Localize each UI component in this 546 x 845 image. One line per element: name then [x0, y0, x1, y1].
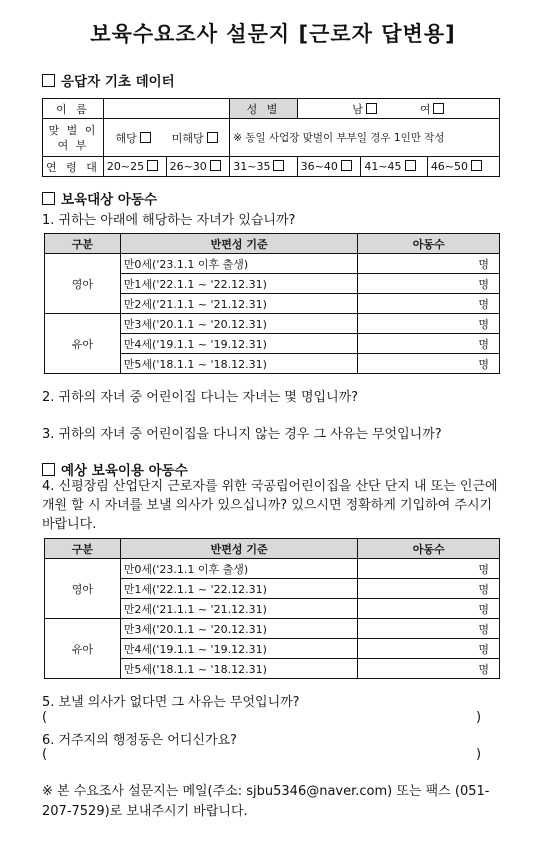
- answer-6-field[interactable]: [56, 745, 470, 763]
- answer-5-field[interactable]: [56, 708, 470, 726]
- no-checkbox[interactable]: [207, 132, 218, 143]
- count-field[interactable]: 명: [358, 619, 500, 639]
- age-criteria: 만5세('18.1.1 ~ '18.12.31): [120, 354, 358, 374]
- section-heading-basic: [42, 70, 175, 90]
- count-field[interactable]: 명: [358, 274, 500, 294]
- age-option[interactable]: 46~50: [427, 157, 499, 177]
- male-label: 남: [352, 102, 363, 116]
- count-field[interactable]: 명: [358, 559, 500, 579]
- header-criteria: 반편성 기준: [120, 234, 358, 254]
- female-checkbox[interactable]: [433, 103, 444, 114]
- no-label: 미해당: [171, 131, 204, 145]
- footer-note: ※ 본 수요조사 설문지는 메일(주소: sjbu5346@naver.com) 또는 팩스 (051-207-7529)로 보내주시기 바랍니다.: [42, 784, 490, 819]
- count-field[interactable]: 명: [358, 659, 500, 679]
- count-field[interactable]: 명: [358, 354, 500, 374]
- age-criteria: 만5세('18.1.1 ~ '18.12.31): [120, 659, 358, 679]
- answer-5-open: (: [42, 710, 48, 725]
- header-count: 아동수: [358, 539, 500, 559]
- section-heading-text: 보육대상 아동수: [61, 192, 157, 208]
- children-table-2: [44, 538, 500, 679]
- age-checkbox: [210, 160, 221, 171]
- yes-label: 해당: [115, 131, 137, 145]
- male-checkbox[interactable]: [366, 103, 377, 114]
- dual-income-label: 맞 벌 이 여 부: [43, 119, 104, 157]
- question-3: 3. 귀하의 자녀 중 어린이집을 다니지 않는 경우 그 사유는 무엇입니까?: [42, 427, 442, 442]
- age-checkbox: [471, 160, 482, 171]
- age-criteria: 만2세('21.1.1 ~ '21.12.31): [120, 294, 358, 314]
- age-criteria: 만3세('20.1.1 ~ '20.12.31): [120, 314, 358, 334]
- age-criteria: 만0세('23.1.1 이후 출생): [120, 559, 358, 579]
- count-field[interactable]: 명: [358, 599, 500, 619]
- yes-checkbox[interactable]: [140, 132, 151, 143]
- age-checkbox: [147, 160, 158, 171]
- square-bullet-icon: [42, 74, 55, 87]
- age-criteria: 만2세('21.1.1 ~ '21.12.31): [120, 599, 358, 619]
- age-option[interactable]: 41~45: [361, 157, 427, 177]
- gender-options: [297, 99, 499, 119]
- header-criteria: 반편성 기준: [120, 539, 358, 559]
- section-heading-text: 응답자 기초 데이터: [61, 74, 175, 90]
- age-option[interactable]: 31~35: [230, 157, 297, 177]
- section-heading-expected: [42, 459, 188, 479]
- question-1: 1. 귀하는 아래에 해당하는 자녀가 있습니까?: [42, 213, 296, 228]
- header-count: 아동수: [358, 234, 500, 254]
- name-field[interactable]: [103, 99, 229, 119]
- answer-6-close: ): [476, 747, 482, 762]
- children-table-1: [44, 233, 500, 374]
- section-heading-children: [42, 188, 157, 208]
- group-infant: 영아: [45, 559, 121, 619]
- group-toddler: 유아: [45, 314, 121, 374]
- count-field[interactable]: 명: [358, 579, 500, 599]
- count-field[interactable]: 명: [358, 294, 500, 314]
- age-checkbox: [405, 160, 416, 171]
- square-bullet-icon: [42, 192, 55, 205]
- age-criteria: 만1세('22.1.1 ~ '22.12.31): [120, 579, 358, 599]
- age-label: 연 령 대: [43, 157, 104, 177]
- age-criteria: 만4세('19.1.1 ~ '19.12.31): [120, 639, 358, 659]
- gender-label: 성 별: [230, 99, 297, 119]
- age-option[interactable]: 26~30: [166, 157, 230, 177]
- age-criteria: 만1세('22.1.1 ~ '22.12.31): [120, 274, 358, 294]
- female-label: 여: [419, 102, 431, 116]
- group-toddler: 유아: [45, 619, 121, 679]
- age-criteria: 만4세('19.1.1 ~ '19.12.31): [120, 334, 358, 354]
- dual-income-options: [103, 119, 229, 157]
- name-label: 이 름: [43, 99, 104, 119]
- count-field[interactable]: 명: [358, 334, 500, 354]
- header-category: 구분: [45, 539, 121, 559]
- age-criteria: 만0세('23.1.1 이후 출생): [120, 254, 358, 274]
- age-criteria: 만3세('20.1.1 ~ '20.12.31): [120, 619, 358, 639]
- question-4: 4. 신평장림 산업단지 근로자를 위한 국공립어린이집을 산단 단지 내 또는 인근에 개원 할 시 자녀를 보낼 의사가 있으십니까? 있으시면 정확하게 기입하여 주시기 바랍니다.: [42, 479, 498, 532]
- question-5: 5. 보낼 의사가 없다면 그 사유는 무엇입니까?: [42, 695, 300, 710]
- page-title: 보육수요조사 설문지 [근로자 답변용]: [90, 22, 456, 46]
- count-field[interactable]: 명: [358, 254, 500, 274]
- age-option[interactable]: 36~40: [297, 157, 361, 177]
- group-infant: 영아: [45, 254, 121, 314]
- count-field[interactable]: 명: [358, 314, 500, 334]
- age-option[interactable]: 20~25: [103, 157, 166, 177]
- count-field[interactable]: 명: [358, 639, 500, 659]
- dual-income-note: ※ 동일 사업장 맞벌이 부부일 경우 1인만 작성: [230, 119, 500, 157]
- answer-5-close: ): [476, 710, 482, 725]
- age-checkbox: [341, 160, 352, 171]
- square-bullet-icon: [42, 463, 55, 476]
- section-heading-text: 예상 보육이용 아동수: [61, 463, 188, 479]
- question-6: 6. 거주지의 행정동은 어디신가요?: [42, 733, 237, 748]
- basic-info-table: [42, 98, 500, 177]
- answer-6-open: (: [42, 747, 48, 762]
- question-2: 2. 귀하의 자녀 중 어린이집 다니는 자녀는 몇 명입니까?: [42, 390, 359, 405]
- age-checkbox: [273, 160, 284, 171]
- header-category: 구분: [45, 234, 121, 254]
